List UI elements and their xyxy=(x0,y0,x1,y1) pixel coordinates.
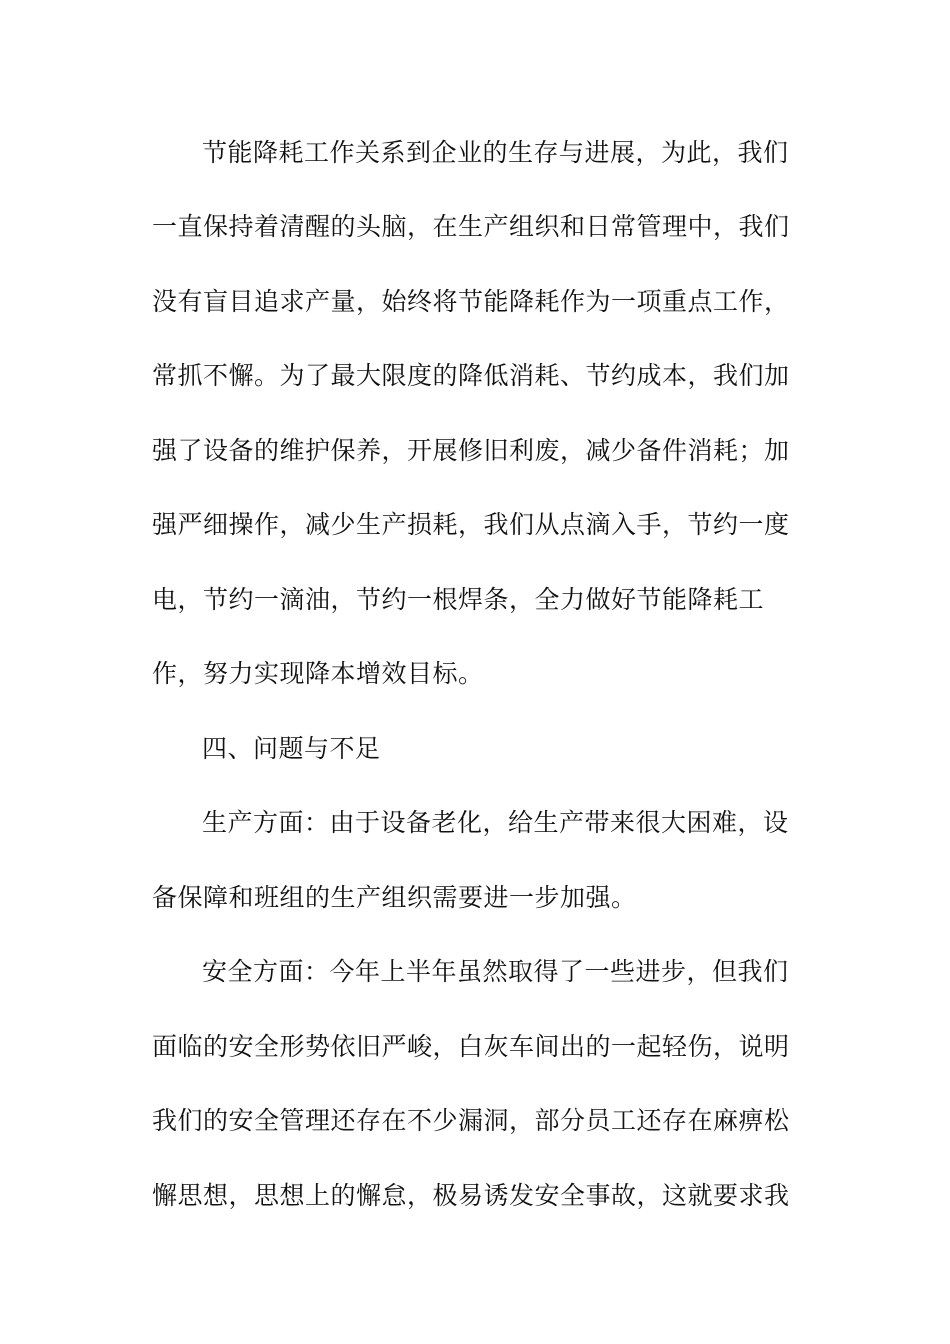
paragraph-energy-line-3: 没有盲目追求产量，始终将节能降耗作为一项重点工作， xyxy=(152,287,790,316)
paragraph-energy-line-5: 强了设备的维护保养，开展修旧利废，减少备件消耗；加 xyxy=(152,436,790,465)
paragraph-energy-line-6: 强严细操作，减少生产损耗，我们从点滴入手，节约一度 xyxy=(152,510,790,539)
paragraph-energy-line-7: 电，节约一滴油，节约一根焊条，全力做好节能降耗工 xyxy=(152,585,765,614)
section-heading-problems: 四、问题与不足 xyxy=(202,734,381,763)
paragraph-energy-line-2: 一直保持着清醒的头脑，在生产组织和日常管理中，我们 xyxy=(152,212,790,241)
paragraph-production-line-1: 生产方面：由于设备老化，给生产带来很大困难，设 xyxy=(202,808,789,837)
paragraph-energy-line-8: 作，努力实现降本增效目标。 xyxy=(152,659,484,688)
paragraph-safety-line-1: 安全方面：今年上半年虽然取得了一些进步，但我们 xyxy=(202,957,789,986)
paragraph-safety-line-3: 我们的安全管理还存在不少漏洞，部分员工还存在麻痹松 xyxy=(152,1106,790,1135)
paragraph-production-line-2: 备保障和班组的生产组织需要进一步加强。 xyxy=(152,883,637,912)
paragraph-safety-line-2: 面临的安全形势依旧严峻，白灰车间出的一起轻伤，说明 xyxy=(152,1032,790,1061)
paragraph-energy-line-4: 常抓不懈。为了最大限度的降低消耗、节约成本，我们加 xyxy=(152,361,790,390)
paragraph-safety-line-4: 懈思想，思想上的懈怠，极易诱发安全事故，这就要求我 xyxy=(152,1181,790,1210)
paragraph-energy-line-1: 节能降耗工作关系到企业的生存与进展，为此，我们 xyxy=(202,138,789,167)
